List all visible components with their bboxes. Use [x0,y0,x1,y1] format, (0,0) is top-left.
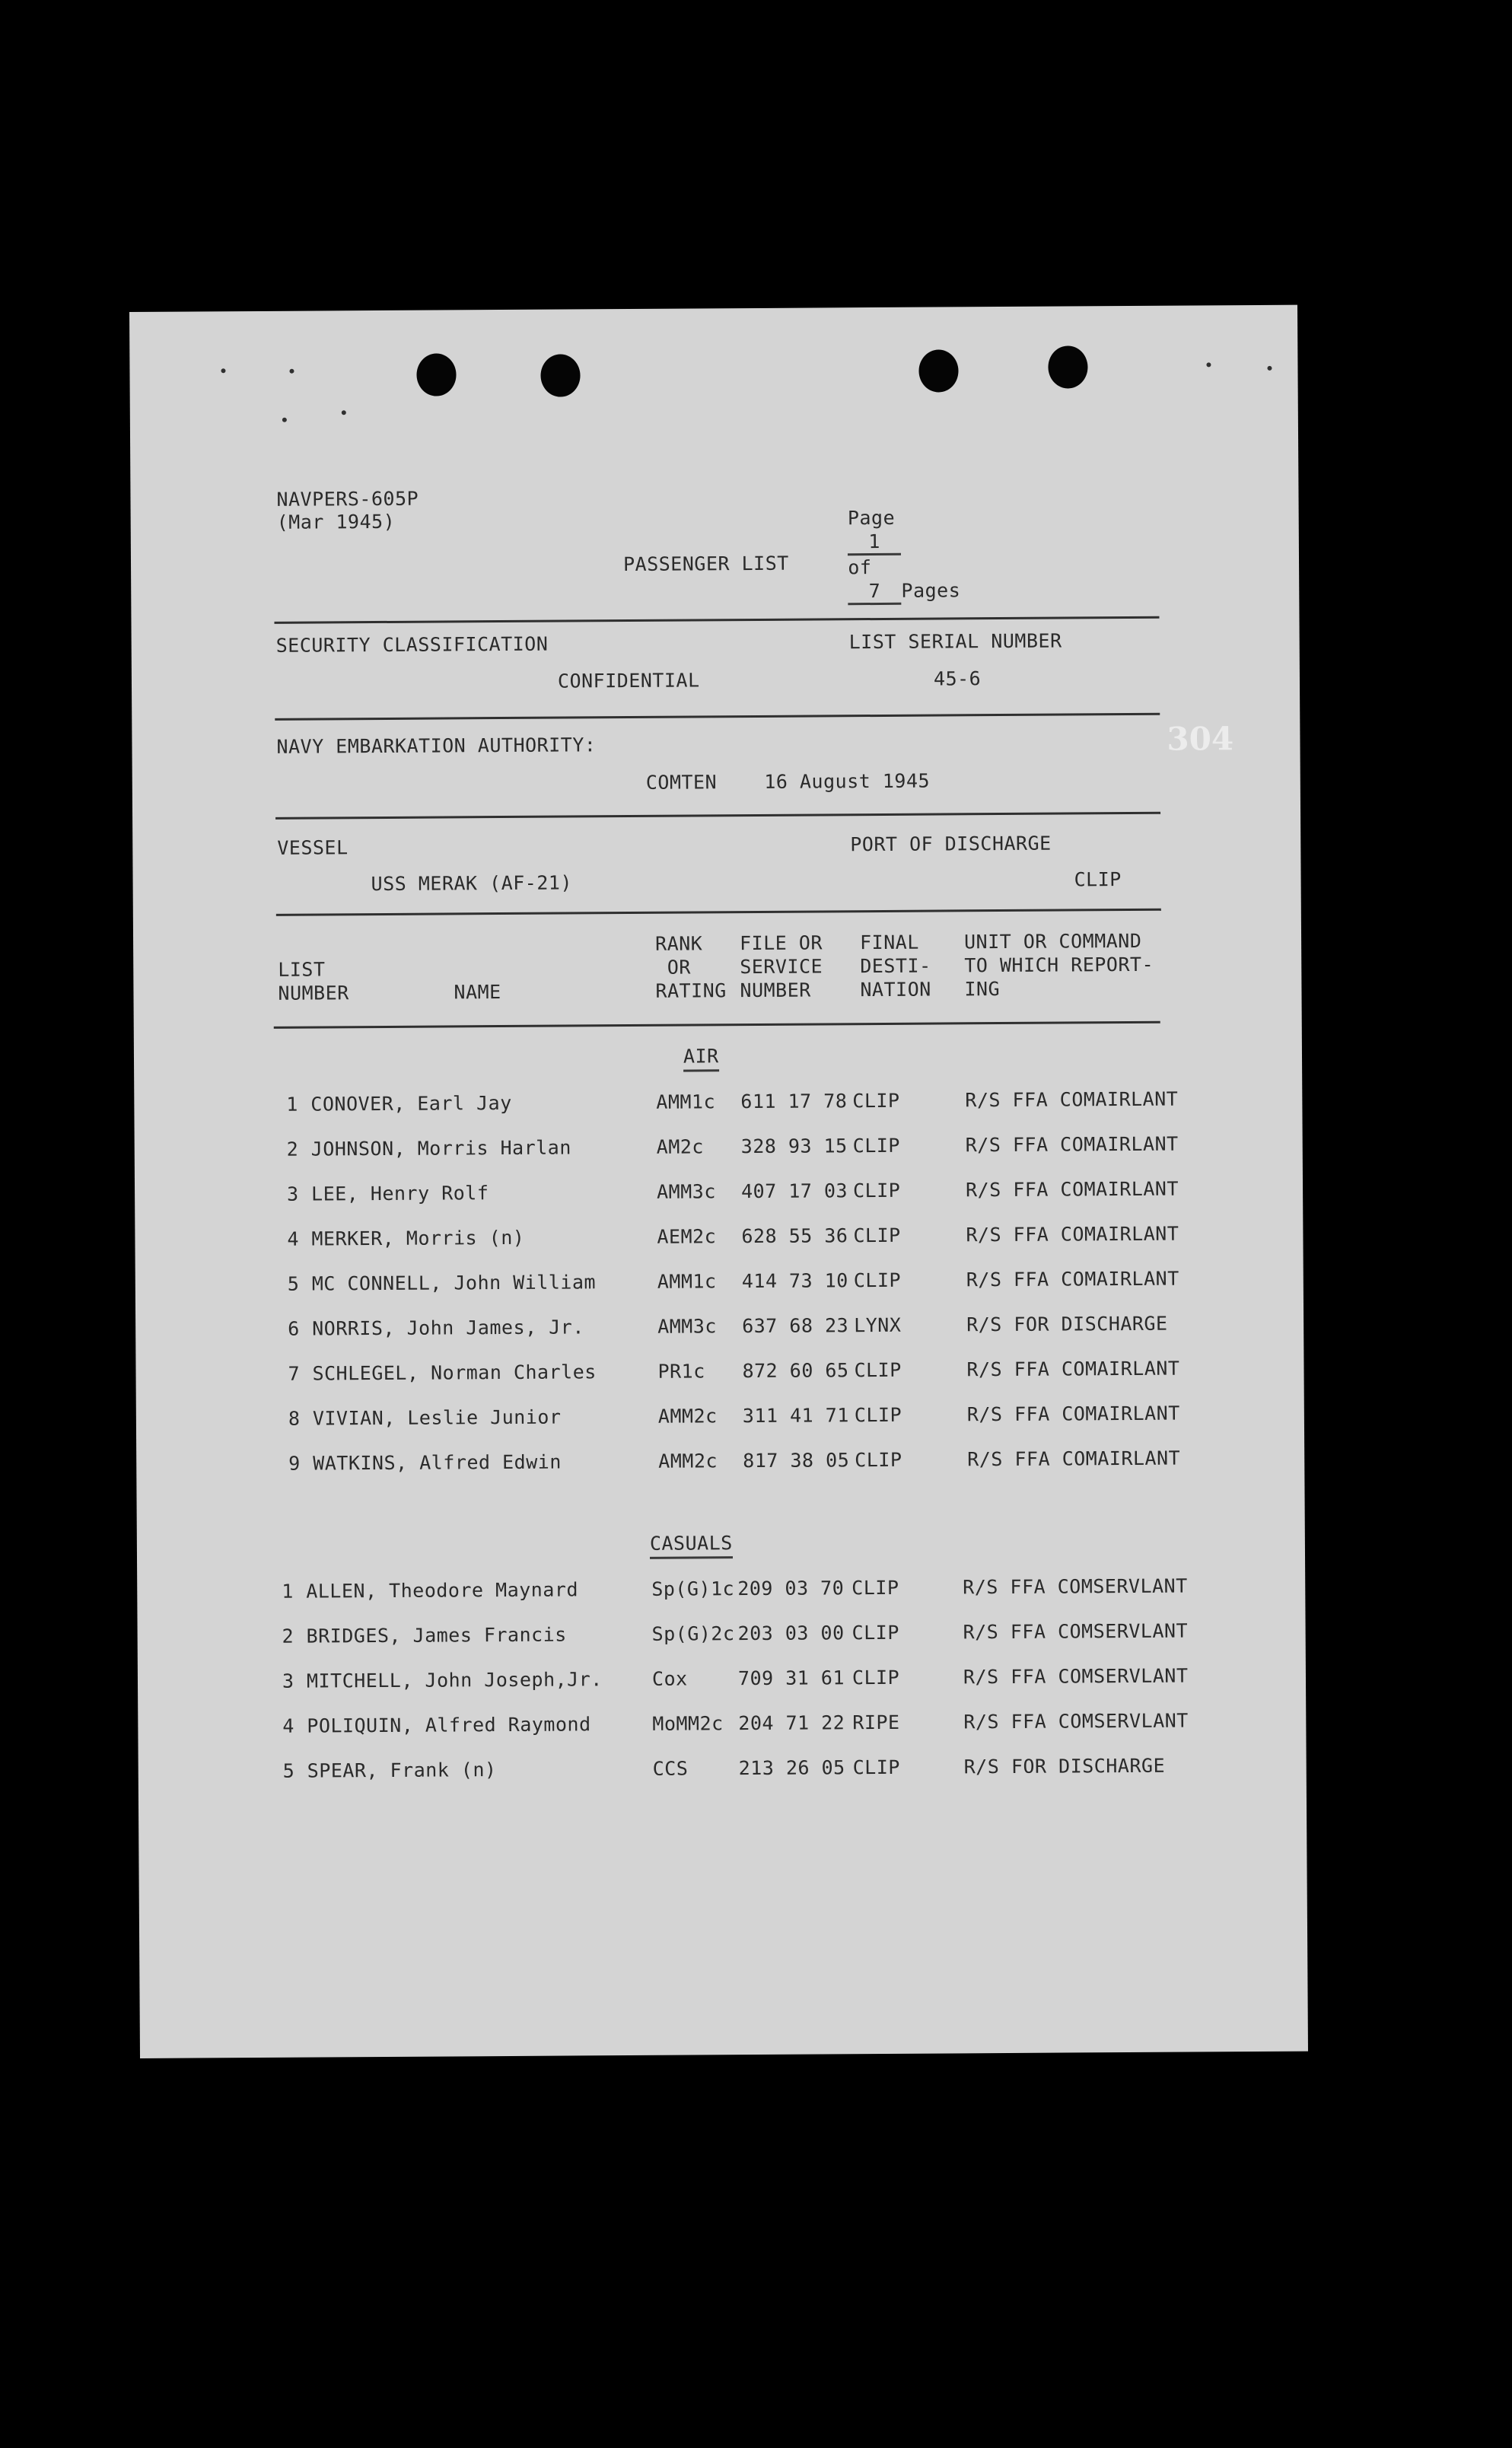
rank-cell: AMM3c [656,1180,716,1203]
section-heading-air: AIR [683,1044,719,1071]
page-indicator [800,482,960,629]
destination-cell: RIPE [852,1711,900,1734]
destination-cell: CLIP [852,1179,901,1202]
destination-cell: CLIP [852,1089,900,1113]
rank-cell: CCS [652,1757,689,1780]
list-number-cell: 3 [286,1183,299,1205]
speck [289,369,294,374]
rank-cell: AMM3c [657,1315,718,1338]
unit-cell: R/S FFA COMSERVLANT [963,1709,1189,1733]
name-cell: MERKER, Morris (n) [311,1226,525,1250]
rank-cell: AMM1c [656,1090,716,1113]
rank-cell: AM2c [656,1135,705,1158]
name-cell: VIVIAN, Leslie Junior [312,1405,562,1430]
rank-cell: AMM2c [658,1450,718,1472]
file-number-cell: 628 55 36 [741,1224,848,1248]
passenger-row [135,1132,1276,1169]
list-number-cell: 2 [282,1625,294,1647]
vessel-value: USS MERAK (AF-21) [371,871,573,896]
unit-cell: R/S FFA COMSERVLANT [963,1574,1188,1599]
page-label: Page [847,506,896,530]
file-number-cell: 709 31 61 [737,1666,845,1690]
unit-cell: R/S FFA COMAIRLANT [965,1132,1179,1157]
total-pages: 7 [848,579,901,605]
name-cell: JOHNSON, Morris Harlan [310,1136,571,1160]
document-page [129,305,1308,2058]
divider [274,1021,1160,1029]
passenger-row [138,1708,1279,1746]
security-label: SECURITY CLASSIFICATION [275,632,549,657]
document-title: PASSENGER LIST [622,552,789,576]
punch-hole [416,353,456,396]
list-serial-label: LIST SERIAL NUMBER [848,629,1062,654]
name-cell: LEE, Henry Rolf [310,1182,489,1205]
vessel-label: VESSEL [277,836,349,859]
passenger-row [138,1663,1279,1701]
divider [275,713,1160,721]
name-cell: SCHLEGEL, Norman Charles [312,1361,597,1385]
passenger-row [136,1446,1278,1483]
unit-cell: R/S FFA COMSERVLANT [963,1619,1189,1644]
unit-cell: R/S FFA COMAIRLANT [966,1402,1180,1426]
list-number-cell: 2 [286,1138,299,1160]
rank-cell: AMM1c [657,1270,717,1293]
name-cell: MITCHELL, John Joseph,Jr. [306,1668,603,1692]
col-rank: RANK OR RATING [654,932,727,1002]
unit-cell: R/S FFA COMAIRLANT [965,1087,1179,1112]
unit-cell: R/S FFA COMSERVLANT [963,1664,1189,1689]
file-number-cell: 407 17 03 [740,1179,848,1203]
pages-label: Pages [901,579,961,602]
destination-cell: CLIP [851,1666,900,1689]
file-number-cell: 209 03 70 [737,1577,845,1600]
passenger-row [137,1574,1278,1611]
list-number-cell: 1 [286,1093,299,1116]
name-cell: CONOVER, Earl Jay [310,1091,512,1116]
list-number-cell: 3 [282,1670,294,1692]
speck [282,418,287,422]
port-value: CLIP [1074,868,1122,891]
unit-cell: R/S FFA COMAIRLANT [965,1177,1179,1202]
col-file-number: FILE OR SERVICE NUMBER [739,931,823,1002]
rank-cell: Cox [651,1667,688,1690]
list-number-cell: 8 [288,1407,301,1430]
list-number-cell: 9 [288,1452,301,1475]
name-cell: MC CONNELL, John William [311,1271,597,1295]
destination-cell: CLIP [854,1358,902,1382]
file-number-cell: 817 38 05 [743,1449,850,1472]
list-number-cell: 1 [282,1580,294,1603]
stamp-number: 304 [1167,720,1234,758]
file-number-cell: 213 26 05 [738,1756,845,1780]
col-final-destination: FINAL DESTI- NATION [859,931,931,1001]
rank-cell: Sp(G)1c [651,1577,735,1600]
unit-cell: R/S FFA COMAIRLANT [966,1357,1180,1381]
authority-value: COMTEN 16 August 1945 [645,769,931,794]
list-number-cell: 4 [287,1227,300,1250]
passenger-row [135,1221,1276,1259]
list-number-cell: 4 [282,1714,295,1737]
rank-cell: PR1c [657,1360,705,1383]
file-number-cell: 611 17 78 [740,1090,848,1113]
of-label: of [848,556,872,579]
file-number-cell: 637 68 23 [742,1314,849,1338]
rank-cell: MoMM2c [652,1712,724,1735]
destination-cell: CLIP [851,1576,899,1600]
destination-cell: CLIP [853,1269,902,1292]
unit-cell: R/S FOR DISCHARGE [963,1754,1166,1778]
unit-cell: R/S FFA COMAIRLANT [967,1447,1181,1471]
form-date: (Mar 1945) [276,510,396,533]
divider [275,812,1160,820]
file-number-cell: 328 93 15 [740,1135,848,1158]
destination-cell: CLIP [851,1621,899,1644]
rank-cell: AMM2c [657,1405,718,1428]
rank-cell: Sp(G)2c [651,1622,735,1645]
unit-cell: R/S FFA COMAIRLANT [966,1222,1179,1246]
passenger-row [135,1266,1277,1304]
section-heading-casuals: CASUALS [650,1531,733,1559]
passenger-row [135,1176,1276,1214]
name-cell: ALLEN, Theodore Maynard [306,1578,579,1603]
form-number: NAVPERS-605P [276,487,419,511]
punch-hole [918,349,958,392]
list-serial-value: 45-6 [933,667,982,690]
file-number-cell: 204 71 22 [738,1711,845,1735]
divider [274,616,1159,624]
destination-cell: CLIP [852,1756,901,1779]
name-cell: SPEAR, Frank (n) [307,1759,497,1782]
speck [221,368,225,373]
file-number-cell: 203 03 00 [737,1622,845,1645]
punch-hole [1048,345,1087,388]
col-list-number: LIST NUMBER [278,958,349,1004]
security-value: CONFIDENTIAL [557,669,700,692]
list-number-cell: 5 [287,1272,300,1295]
punch-hole [540,354,580,396]
authority-label: NAVY EMBARKATION AUTHORITY: [276,734,597,758]
passenger-row [135,1311,1277,1348]
destination-cell: CLIP [854,1403,902,1427]
passenger-row [134,1087,1275,1124]
destination-cell: CLIP [853,1224,901,1247]
page-number: 1 [848,530,901,555]
unit-cell: R/S FFA COMAIRLANT [966,1267,1179,1291]
name-cell: WATKINS, Alfred Edwin [313,1450,562,1475]
name-cell: NORRIS, John James, Jr. [312,1316,584,1340]
divider [276,909,1161,916]
name-cell: BRIDGES, James Francis [306,1623,567,1647]
name-cell: POLIQUIN, Alfred Raymond [307,1713,591,1737]
passenger-row [136,1401,1278,1438]
unit-cell: R/S FOR DISCHARGE [966,1312,1168,1336]
rank-cell: AEM2c [657,1225,717,1248]
list-number-cell: 6 [288,1317,300,1340]
list-number-cell: 5 [282,1759,295,1782]
destination-cell: CLIP [852,1134,901,1157]
passenger-row [138,1753,1280,1791]
file-number-cell: 311 41 71 [742,1404,849,1428]
destination-cell: CLIP [855,1448,902,1472]
passenger-row [138,1619,1279,1656]
port-label: PORT OF DISCHARGE [850,832,1052,856]
col-name: NAME [454,981,501,1004]
destination-cell: LYNX [854,1313,902,1337]
col-unit: UNIT OR COMMAND TO WHICH REPORT- ING [963,929,1154,1001]
file-number-cell: 414 73 10 [741,1269,848,1293]
file-number-cell: 872 60 65 [742,1359,849,1383]
passenger-row [135,1356,1277,1393]
speck [342,410,346,415]
list-number-cell: 7 [288,1362,301,1385]
speck [1206,362,1211,367]
speck [1267,366,1272,371]
